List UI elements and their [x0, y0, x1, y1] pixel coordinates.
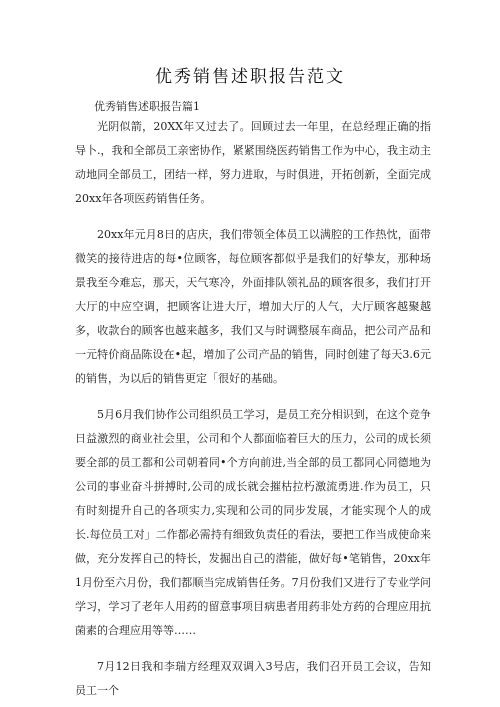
paragraph-2: 20xx年元月8日的店庆，我们带领全体员工以满腔的工作热忱，面带微笑的接待进店的每•位顾客，每位顾客都似乎是我们的好挚友，那种场景我至今难忘，那天，天气寒冷，外面排队领礼品的顾客很多，我们打开大厅的中应空调，把顾客让进大厅，增加大厅的人气，大厅顾客越聚越多，收款台的顾客也越来越多，我们又与时调整展车商品，把公司产品和一元特价商品陈设在•起，增加了公司产品的销售，同时创建了每天3.6元的销售，为以后的销售更定「很好的基础。 [75, 228, 431, 385]
paragraph-1: 光阴似箭，20XX年又过去了。回顾过去一年里，在总经理正确的指导卜.，我和全部员工亲密协作，紧紧围绕医药销售工作为中心，我主动主动地同全部员工，团结一样，努力进取，与时俱进，开拓创新，全面完成20xx年各项医药销售任务。 [75, 120, 431, 205]
paragraph-3: 5月6月我们协作公司组织员工学习，是员工充分相识到，在这个竞争日益激烈的商业社会里，公司和个人都面临着巨大的压力，公司的成长须要全部的员工都和公司朝着同•个方向前进,当全部的员工都同心同德地为公司的事业奋斗拼搏时,公司的成长就会摧枯拉朽激流勇进.作为员工，只有时刻提升自己的各项实力,实现和公司的同步发展，才能实现个人的成长.每位员工对」二作都必需持有细致负责任的看法，要把工作当成使命来做，充分发挥自己的特长，发掘出自己的潜能，做好每•笔销售，20xx年1月份至六月份，我们都顺当完成销售任务。7月份我们又进行了专业学问学习，学习了老年人用药的留意事项目病患者用药非处方药的合理应用抗菌素的合理应用等等…… [75, 408, 431, 637]
document-title: 优秀销售述职报告范文 [155, 67, 345, 87]
section-heading: 优秀销售述职报告篇1 [94, 100, 200, 113]
paragraph-4: 7月12日我和李瑞方经理双双调入3号店，我们召开员工会议，告知员工一个 [75, 660, 431, 697]
